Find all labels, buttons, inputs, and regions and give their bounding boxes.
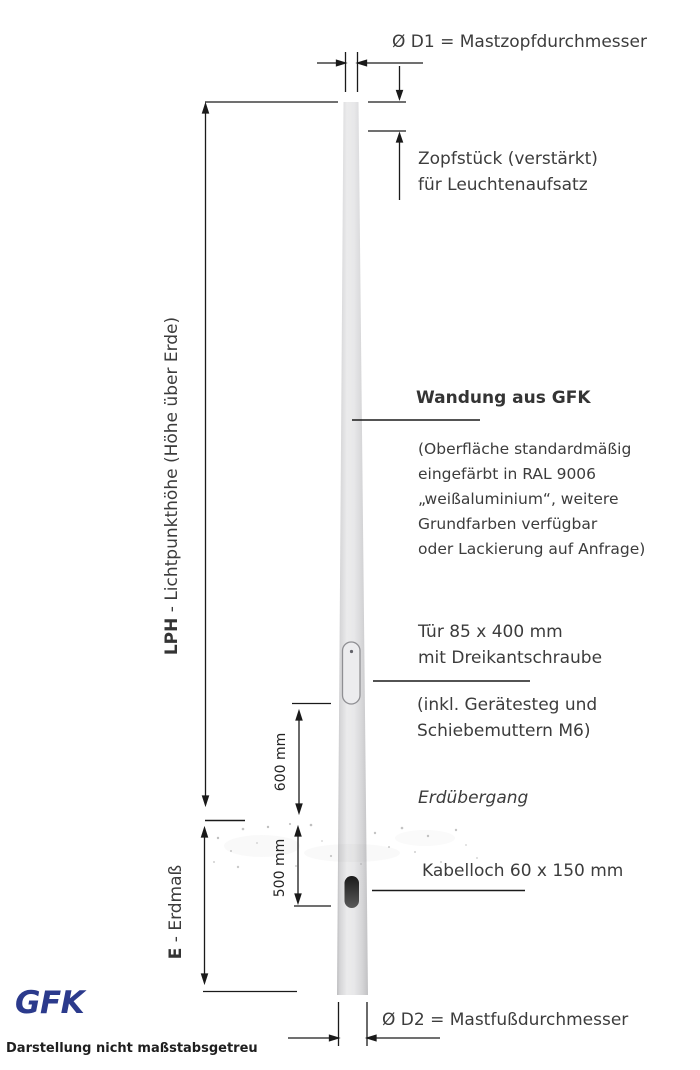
wandung-title: Wandung aus GFK [416, 388, 591, 408]
cable-hole [345, 876, 360, 908]
d1-diameter-label: Ø D1 = Mastzopfdurchmesser [392, 32, 647, 52]
tuer-line1: Tür 85 x 400 mm [418, 622, 563, 642]
e-description: - Erdmaß [166, 864, 186, 948]
door-screw [350, 650, 353, 653]
e-abbreviation: E [166, 947, 186, 960]
tuer-note-line2: Schiebemuttern M6) [417, 721, 591, 741]
tuer-note-line1: (inkl. Gerätesteg und [417, 695, 598, 715]
wandung-note-line: oder Lackierung auf Anfrage) [418, 540, 646, 558]
dimension-500mm: 500 mm [272, 838, 288, 898]
zopfstueck-line2: für Leuchtenaufsatz [418, 175, 588, 195]
dimension-600mm: 600 mm [273, 732, 289, 792]
d2-diameter-label: Ø D2 = Mastfußdurchmesser [382, 1010, 629, 1030]
kabelloch-label: Kabelloch 60 x 150 mm [422, 861, 624, 881]
lph-height-label [162, 317, 182, 655]
wandung-note-line: Grundfarben verfügbar [418, 515, 598, 533]
tuer-line2: mit Dreikantschraube [418, 648, 603, 668]
wandung-note-line: eingefärbt in RAL 9006 [418, 465, 597, 483]
wandung-note-line: „weißaluminium“, weitere [418, 490, 619, 508]
wandung-note-line: (Oberfläche standardmäßig [418, 440, 632, 458]
lph-abbreviation: LPH [162, 617, 182, 656]
erduebergang-label: Erdübergang [418, 788, 529, 808]
lph-description: - Lichtpunkthöhe (Höhe über Erde) [162, 316, 182, 618]
gfk-logo: GFK [15, 985, 85, 1021]
zopfstueck-line1: Zopfstück (verstärkt) [418, 149, 598, 169]
erdmass-label [166, 865, 186, 959]
scale-disclaimer: Darstellung nicht maßstabsgetreu [6, 1041, 258, 1056]
